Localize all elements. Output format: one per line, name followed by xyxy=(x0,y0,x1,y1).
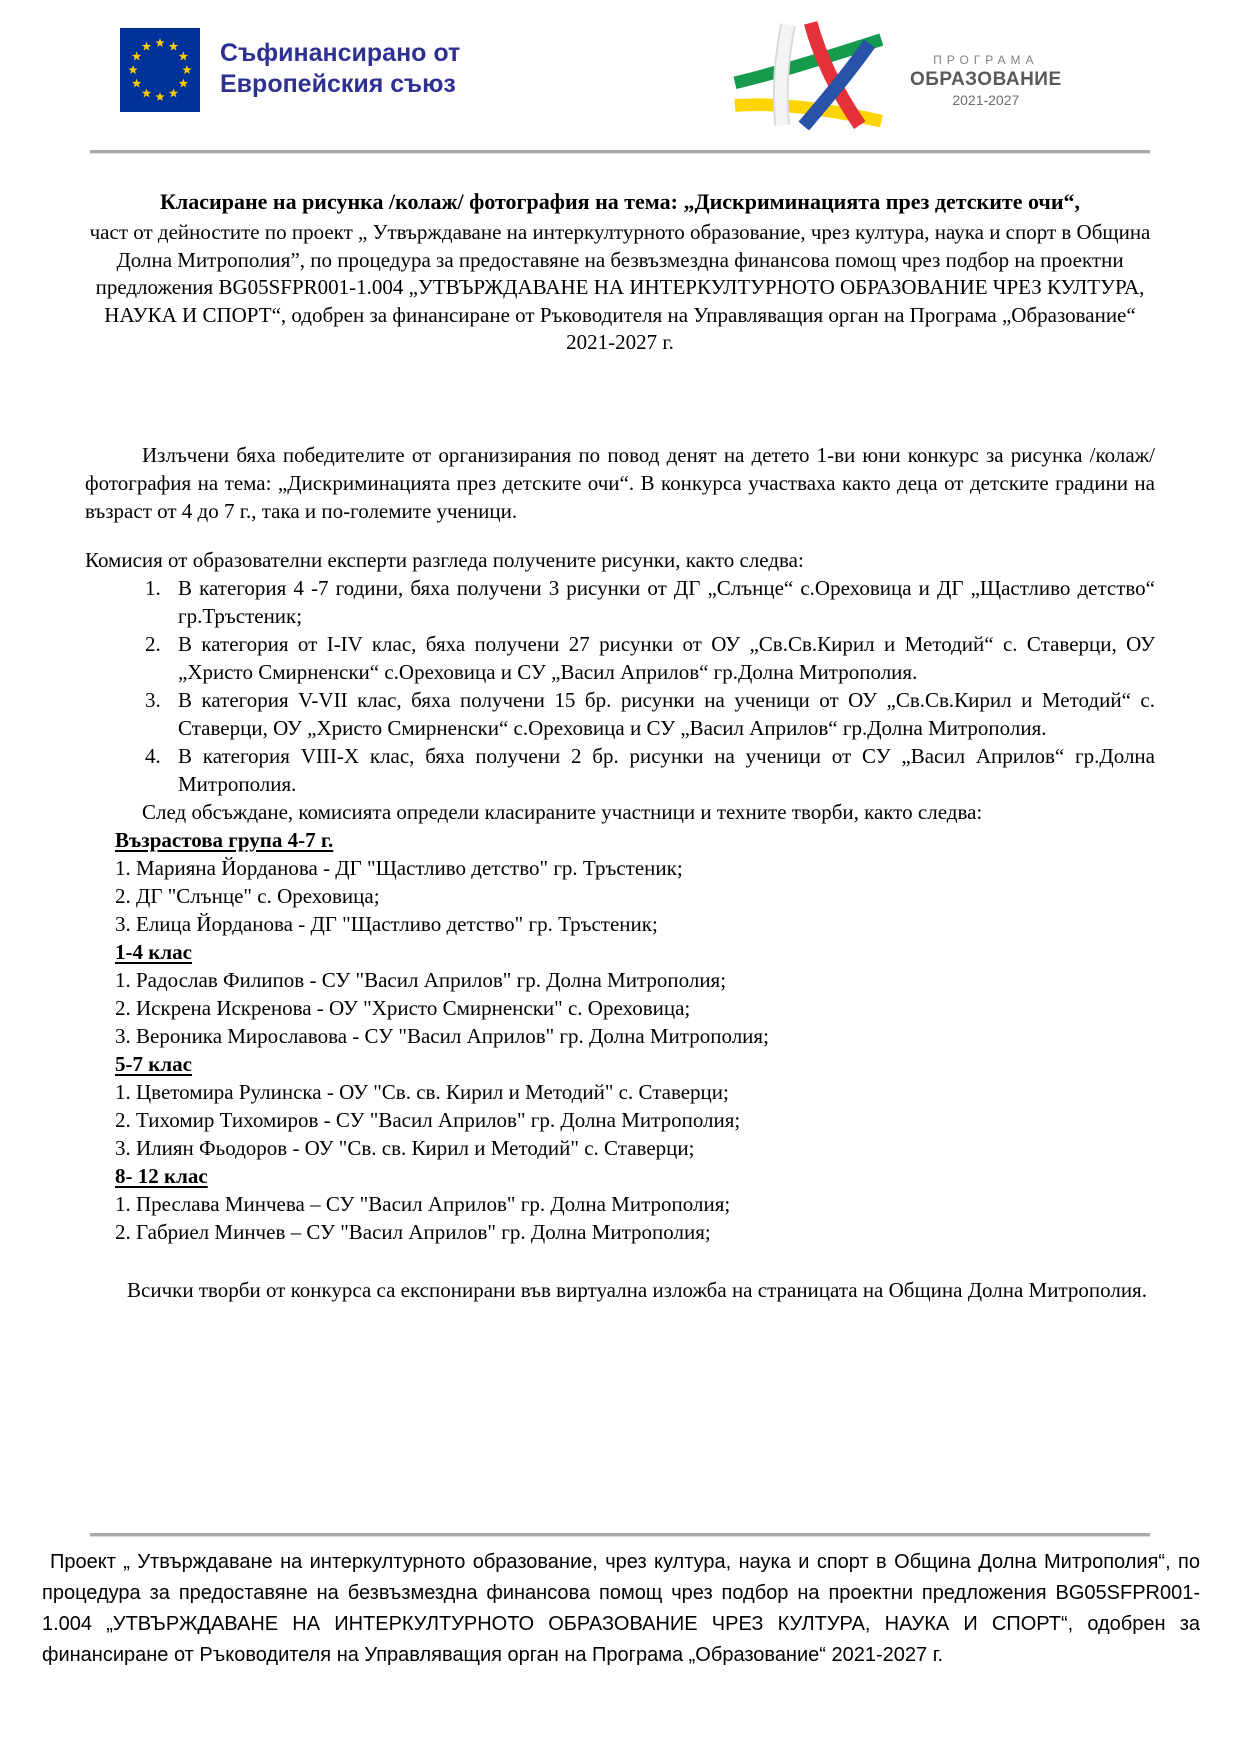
category-item xyxy=(145,686,1155,742)
winner-item: 1. Радослав Филипов - СУ "Васил Априлов" гр. Долна Митрополия; xyxy=(115,967,727,992)
page-subtitle: част от дейностите по проект „ Утвърждаване на интеркултурното образование, чрез култура, наука и спорт в Община Долна Митрополия”, по процедура за предоставяне на безвъзмездна финансова помощ чрез подбор на проектни предложения BG05SFPR001-1.004 „УТВЪРЖДАВАНЕ НА ИНТЕРКУЛТУРНОТО ОБРАЗОВАНИЕ ЧРЕЗ КУЛТУРА, НАУКА И СПОРТ“, одобрен за финансиране от Ръководителя на Управляващия орган на Програма „Образование“ 2021-2027 г. xyxy=(89,220,1151,354)
category-text: В категория от I-IV клас, бяха получени 27 рисунки от ОУ „Св.Св.Кирил и Методий“ с. Ставерци, ОУ „Христо Смирненски“ с.Ореховица и СУ „Васил Априлов“ гр.Долна Митрополия. xyxy=(178,631,1155,684)
footer-divider xyxy=(90,1533,1150,1537)
eu-cofunded-line1: Съфинансирано от xyxy=(220,39,461,67)
category-item xyxy=(145,574,1155,630)
winner-item: 2. ДГ "Слънце" с. Ореховица; xyxy=(115,883,380,908)
category-list xyxy=(85,574,1155,798)
group-heading: 5-7 клас xyxy=(115,1051,192,1076)
category-text: В категория 4 -7 години, бяха получени 3 рисунки от ДГ „Слънце“ с.Ореховица и ДГ „Щастливо детство“ гр.Тръстеник; xyxy=(178,575,1155,628)
footer-text: Проект „ Утвърждаване на интеркултурното образование, чрез култура, наука и спорт в Община Долна Митрополия“, по процедура за предоставяне на безвъзмездна финансова помощ чрез подбор на проектни предложения BG05SFPR001-1.004 „УТВЪРЖДАВАНЕ НА ИНТЕРКУЛТУРНОТО ОБРАЗОВАНИЕ ЧРЕЗ КУЛТУРА, НАУКА И СПОРТ“, одобрен за финансиране от Ръководителя на Управляващия орган на Програма „Образование“ 2021-2027 г. xyxy=(42,1551,1200,1666)
category-item xyxy=(145,742,1155,798)
program-logo-text xyxy=(910,41,1062,108)
winner-group xyxy=(115,1050,1155,1162)
winner-groups xyxy=(115,826,1155,1246)
winner-item: 2. Габриел Минчев – СУ "Васил Априлов" гр. Долна Митрополия; xyxy=(115,1219,711,1244)
page-title: Класиране на рисунка /колаж/ фотография на тема: „Дискриминацията през детските очи“, xyxy=(159,189,1080,214)
winner-item: 3. Илиян Фьодоров - ОУ "Св. св. Кирил и Методий" с. Ставерци; xyxy=(115,1135,695,1160)
winner-item: 2. Искрена Искренова - ОУ "Христо Смирненски" с. Ореховица; xyxy=(115,995,691,1020)
winner-item: 1. Марияна Йорданова - ДГ "Щастливо детство" гр. Тръстеник; xyxy=(115,855,683,880)
category-number: 4. xyxy=(145,743,161,768)
eu-cofunded-line2: Европейския съюз xyxy=(220,70,456,98)
category-text: В категория VIII-X клас, бяха получени 2 бр. рисунки на ученици от СУ „Васил Априлов“ гр.Долна Митрополия. xyxy=(178,743,1155,796)
winner-item: 3. Вероника Мирославова - СУ "Васил Априлов" гр. Долна Митрополия; xyxy=(115,1023,769,1048)
category-text: В категория V-VII клас, бяха получени 15 бр. рисунки на ученици от ОУ „Св.Св.Кирил и Методий“ с. Ставерци, ОУ „Христо Смирненски“ с.Ореховица и СУ „Васил Априлов“ гр.Долна Митрополия. xyxy=(178,687,1155,740)
document-body xyxy=(85,153,1155,1304)
group-heading: Възрастова група 4-7 г. xyxy=(115,827,334,852)
paragraph-intro: Излъчени бяха победителите от организирания по повод денят на детето 1-ви юни конкурс за рисунка /колаж/ фотография на тема: „Дискриминацията през детските очи“. В конкурса участваха както деца от детските градини на възраст от 4 до 7 г., така и по-големите ученици. xyxy=(85,442,1155,523)
winner-group xyxy=(115,938,1155,1050)
winner-item: 1. Преслава Минчева – СУ "Васил Априлов" гр. Долна Митрополия; xyxy=(115,1191,731,1216)
group-heading: 8- 12 клас xyxy=(115,1163,208,1188)
paragraph-commission: Комисия от образователни експерти разгледа получените рисунки, както следва: xyxy=(85,547,804,572)
program-years: 2021-2027 xyxy=(952,91,1020,108)
category-number: 2. xyxy=(145,631,161,656)
paragraph-results: След обсъждане, комисията определи класираните участници и техните творби, както следва: xyxy=(142,799,983,824)
winner-item: 3. Елица Йорданова - ДГ "Щастливо детство" гр. Тръстеник; xyxy=(115,911,658,936)
category-item xyxy=(145,630,1155,686)
category-number: 1. xyxy=(145,575,161,600)
closing-paragraph: Всички творби от конкурса са експонирани във виртуална изложба на страницата на Община Долна Митрополия. xyxy=(127,1277,1147,1302)
group-heading: 1-4 клас xyxy=(115,939,192,964)
eu-flag-icon xyxy=(120,28,200,112)
program-label: ПРОГРАМА xyxy=(933,52,1039,67)
program-education-logo xyxy=(732,18,1062,130)
winner-group xyxy=(115,826,1155,938)
eu-cofunded-logo xyxy=(120,28,460,112)
winner-group xyxy=(115,1162,1155,1246)
eu-cofunded-text xyxy=(220,28,460,112)
page-header xyxy=(120,26,1181,136)
winner-item: 1. Цветомира Рулинска - ОУ "Св. св. Кирил и Методий" с. Ставерци; xyxy=(115,1079,729,1104)
program-ribbon-icon xyxy=(732,18,904,130)
category-number: 3. xyxy=(145,687,161,712)
program-name: ОБРАЗОВАНИЕ xyxy=(910,68,1062,90)
winner-item: 2. Тихомир Тихомиров - СУ "Васил Априлов" гр. Долна Митрополия; xyxy=(115,1107,741,1132)
